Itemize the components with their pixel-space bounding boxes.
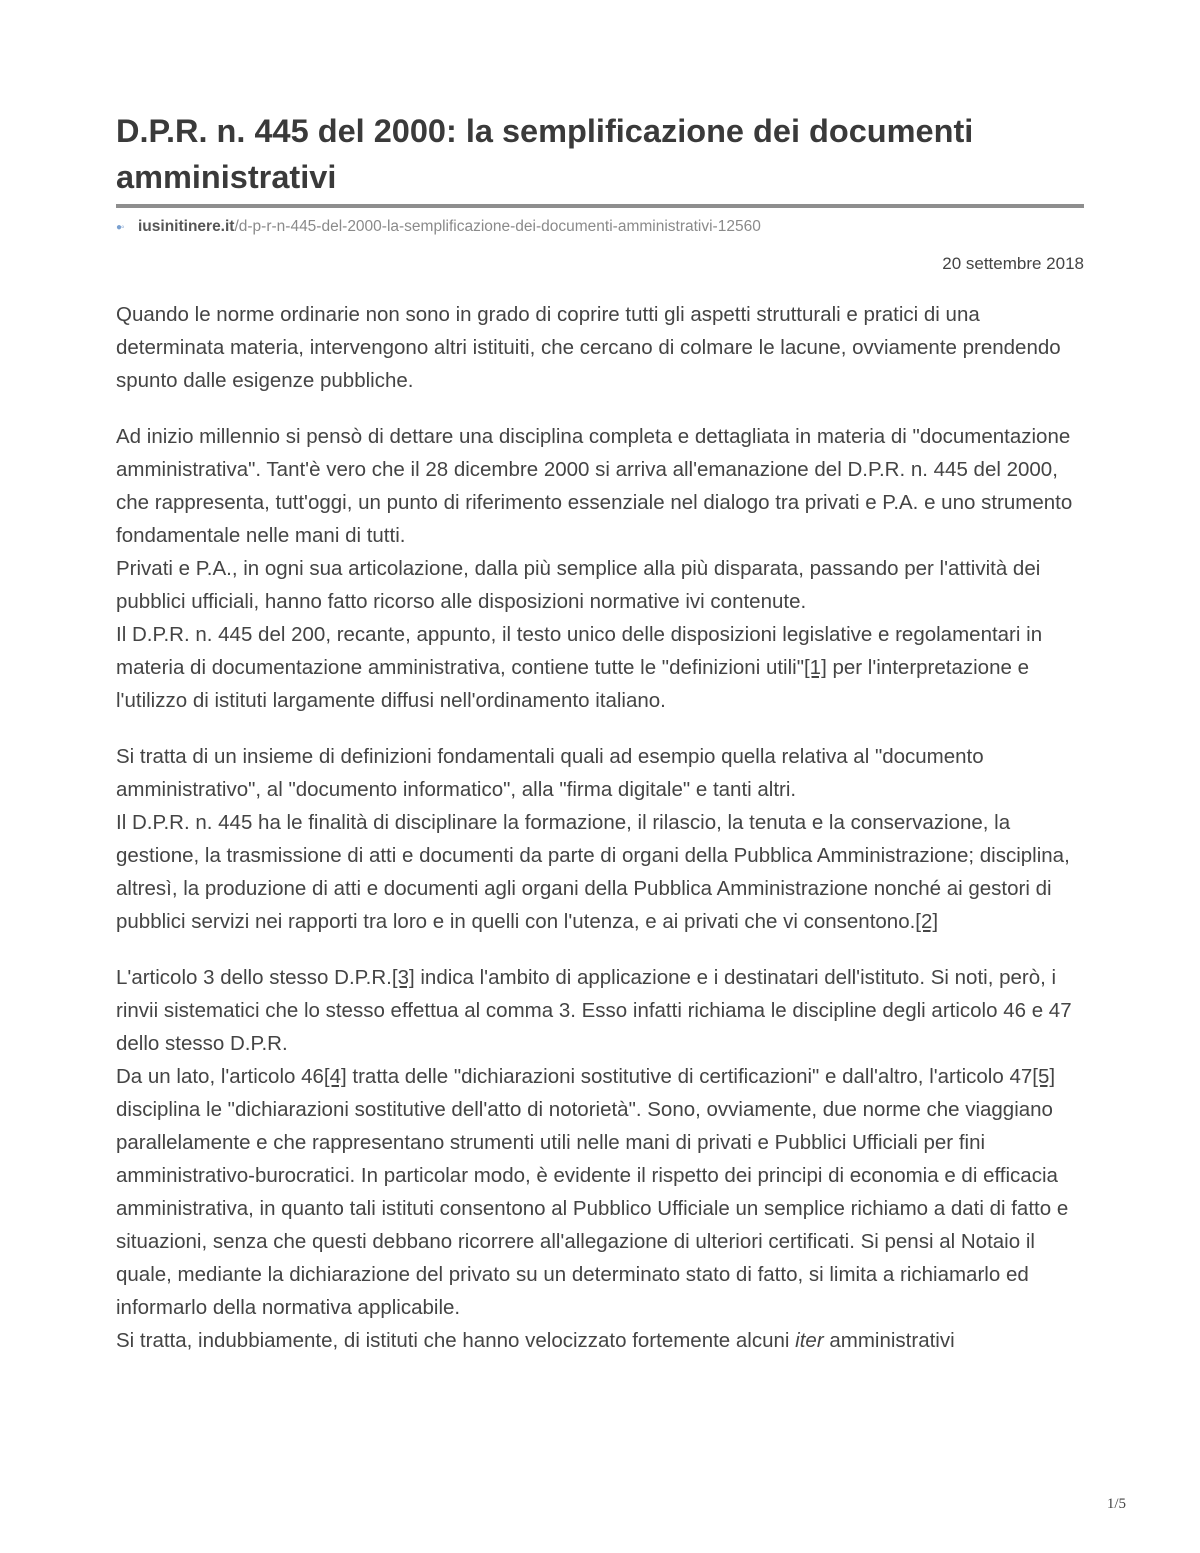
site-favicon-icon: ●◦ — [116, 222, 124, 233]
text-segment: tratta delle "dichiarazioni sostitutive di certificazioni" e dall'altro, l'articolo 47 — [346, 1065, 1033, 1088]
footnote-link-3[interactable]: [3] — [391, 966, 415, 989]
footnote-link-4[interactable]: [4] — [323, 1065, 347, 1088]
text-segment: indica l'ambito di applicazione e i destinatari dell'istituto. Si noti, però, i rinvii sistematici che lo stesso effettua al comma 3. Esso infatti richiama le discipline degli articolo 46 e 47 dello stesso D.P.R. — [116, 966, 1072, 1055]
text-segment: Si tratta di un insieme di definizioni fondamentali quali ad esempio quella relativa al "documento amministrativo", al "documento informatico", alla "firma digitale" e tanti altri. — [116, 745, 984, 801]
text-segment: per l'interpretazione e l'utilizzo di istituti largamente diffusi nell'ordinamento italiano. — [116, 656, 1029, 712]
text-segment: Il D.P.R. n. 445 ha le finalità di disciplinare la formazione, il rilascio, la tenuta e la conservazione, la gestione, la trasmissione di atti e documenti da parte di organi della Pubblica Amministrazione; disciplina, altresì, la produzione di atti e documenti agli organi della Pubblica Amministrazione nonché ai gestori di pubblici servizi nei rapporti tra loro e in quelli con l'utenza, e ai privati che vi consentono. — [116, 811, 1070, 933]
paragraph-3 — [116, 740, 1088, 938]
text-segment: Ad inizio millennio si pensò di dettare una disciplina completa e dettagliata in materia di "documentazione amministrativa". Tant'è vero che il 28 dicembre 2000 si arriva all'emanazione del D.P.R. n. 445 del 2000, che rappresenta, tutt'oggi, un punto di riferimento essenziale nel dialogo tra privati e P.A. e uno strumento fondamentale nelle mani di tutti. — [116, 425, 1073, 547]
paragraph-4 — [116, 961, 1088, 1357]
publication-date: 20 settembre 2018 — [942, 254, 1084, 273]
article-title: D.P.R. n. 445 del 2000: la semplificazione dei documenti amministrativi — [116, 113, 974, 195]
footnote-link-1[interactable]: [1] — [803, 656, 827, 679]
page-number: 1/5 — [1106, 1496, 1126, 1512]
title-divider — [116, 204, 1084, 208]
text-segment: disciplina le "dichiarazioni sostitutive dell'atto di notorietà". Sono, ovviamente, due norme che viaggiano parallelamente e che rappresentano strumenti utili nelle mani di privati e Pubblici Ufficiali per fini amministrativo-burocratici. In particolar modo, è evidente il rispetto dei principi di economia e di efficacia amministrativa, in quanto tali istituti consentono al Pubblico Ufficiale un semplice richiamo a dati di fatto e situazioni, senza che questi debbano ricorrere all'allegazione di ulteriori certificati. Si pensi al Notaio il quale, mediante la dichiarazione del privato su un determinato stato di fatto, si limita a richiamarlo ed informarlo della normativa applicabile. — [116, 1098, 1069, 1319]
footnote-link-2[interactable]: [2] — [915, 910, 939, 933]
source-domain[interactable]: iusinitinere.it — [138, 218, 235, 235]
footnote-link-5[interactable]: [5] — [1032, 1065, 1056, 1088]
text-segment: amministrativi — [823, 1329, 955, 1352]
text-segment: Da un lato, l'articolo 46 — [116, 1065, 324, 1088]
text-segment: Privati e P.A., in ogni sua articolazione, dalla più semplice alla più disparata, passando per l'attività dei pubblici ufficiali, hanno fatto ricorso alle disposizioni normative ivi contenute. — [116, 557, 1041, 613]
source-url[interactable] — [116, 216, 761, 238]
text-segment: Si tratta, indubbiamente, di istituti che hanno velocizzato fortemente alcuni — [116, 1329, 796, 1352]
paragraph-1: Quando le norme ordinarie non sono in grado di coprire tutti gli aspetti strutturali e pratici di una determinata materia, intervengono altri istituiti, che cercano di colmare le lacune, ovviamente prendendo spunto dalle esigenze pubbliche. — [116, 303, 1061, 392]
paragraph-2 — [116, 420, 1088, 717]
source-path[interactable]: /d-p-r-n-445-del-2000-la-semplificazione-dei-documenti-amministrativi-12560 — [234, 218, 761, 235]
article-body — [116, 298, 1088, 1380]
text-segment: L'articolo 3 dello stesso D.P.R. — [116, 966, 392, 989]
text-segment: Il D.P.R. n. 445 del 200, recante, appunto, il testo unico delle disposizioni legislative e regolamentari in materia di documentazione amministrativa, contiene tutte le "definizioni utili" — [116, 623, 1043, 679]
italic-term: iter — [795, 1329, 824, 1352]
